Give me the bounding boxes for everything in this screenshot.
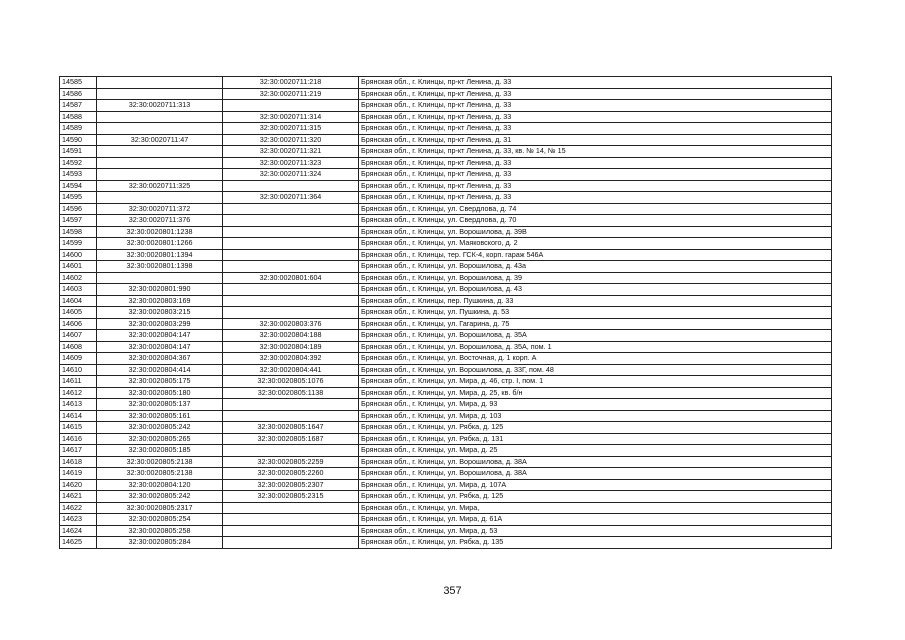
address-cell: Брянская обл., г. Клинцы, ул. Ворошилова, д. 39 xyxy=(359,272,832,284)
address-cell: Брянская обл., г. Клинцы, ул. Ворошилова, д. 33Г, пом. 48 xyxy=(359,364,832,376)
table-row xyxy=(60,387,832,399)
address-cell: Брянская обл., г. Клинцы, ул. Мира, д. 61А xyxy=(359,514,832,526)
address-cell: Брянская обл., г. Клинцы, ул. Ворошилова, д. 43 xyxy=(359,284,832,296)
cadastral-number-secondary-cell: 32:30:0020805:1076 xyxy=(223,376,359,388)
cadastral-number-secondary-cell: 32:30:0020805:2259 xyxy=(223,456,359,468)
address-cell: Брянская обл., г. Клинцы, ул. Свердлова, д. 74 xyxy=(359,203,832,215)
row-number-cell: 14619 xyxy=(60,468,97,480)
table-row xyxy=(60,77,832,89)
cadastral-number-secondary-cell xyxy=(223,399,359,411)
cadastral-number-cell xyxy=(97,111,223,123)
cadastral-number-secondary-cell: 32:30:0020804:188 xyxy=(223,330,359,342)
cadastral-number-cell: 32:30:0020805:242 xyxy=(97,422,223,434)
row-number-cell: 14602 xyxy=(60,272,97,284)
row-number-cell: 14592 xyxy=(60,157,97,169)
table-row xyxy=(60,100,832,112)
cadastral-number-cell: 32:30:0020711:313 xyxy=(97,100,223,112)
cadastral-number-cell: 32:30:0020803:169 xyxy=(97,295,223,307)
cadastral-number-cell: 32:30:0020803:299 xyxy=(97,318,223,330)
address-cell: Брянская обл., г. Клинцы, ул. Мира, д. 53 xyxy=(359,525,832,537)
cadastral-number-secondary-cell xyxy=(223,525,359,537)
row-number-cell: 14621 xyxy=(60,491,97,503)
table-row xyxy=(60,364,832,376)
row-number-cell: 14585 xyxy=(60,77,97,89)
row-number-cell: 14597 xyxy=(60,215,97,227)
table-body xyxy=(60,77,832,549)
address-cell: Брянская обл., г. Клинцы, ул. Ворошилова, д. 39В xyxy=(359,226,832,238)
cadastral-number-cell: 32:30:0020805:185 xyxy=(97,445,223,457)
address-cell: Брянская обл., г. Клинцы, пр-кт Ленина, д. 33 xyxy=(359,180,832,192)
row-number-cell: 14608 xyxy=(60,341,97,353)
row-number-cell: 14610 xyxy=(60,364,97,376)
row-number-cell: 14607 xyxy=(60,330,97,342)
address-cell: Брянская обл., г. Клинцы, пер. Пушкина, д. 33 xyxy=(359,295,832,307)
cadastral-number-cell: 32:30:0020711:325 xyxy=(97,180,223,192)
row-number-cell: 14611 xyxy=(60,376,97,388)
address-cell: Брянская обл., г. Клинцы, ул. Гагарина, д. 75 xyxy=(359,318,832,330)
table-row xyxy=(60,215,832,227)
cadastral-number-cell: 32:30:0020804:367 xyxy=(97,353,223,365)
row-number-cell: 14615 xyxy=(60,422,97,434)
cadastral-number-secondary-cell xyxy=(223,261,359,273)
table-row xyxy=(60,295,832,307)
address-cell: Брянская обл., г. Клинцы, пр-кт Ленина, д. 31 xyxy=(359,134,832,146)
cadastral-number-secondary-cell: 32:30:0020803:376 xyxy=(223,318,359,330)
cadastral-number-cell: 32:30:0020805:2138 xyxy=(97,468,223,480)
address-cell: Брянская обл., г. Клинцы, ул. Мира, xyxy=(359,502,832,514)
cadastral-number-secondary-cell xyxy=(223,215,359,227)
cadastral-number-cell xyxy=(97,157,223,169)
address-cell: Брянская обл., г. Клинцы, пр-кт Ленина, д. 33 xyxy=(359,77,832,89)
table-row xyxy=(60,537,832,549)
cadastral-number-cell: 32:30:0020805:254 xyxy=(97,514,223,526)
address-cell: Брянская обл., г. Клинцы, ул. Ворошилова, д. 35А xyxy=(359,330,832,342)
row-number-cell: 14594 xyxy=(60,180,97,192)
address-cell: Брянская обл., г. Клинцы, пр-кт Ленина, д. 33 xyxy=(359,88,832,100)
cadastral-number-secondary-cell: 32:30:0020805:1647 xyxy=(223,422,359,434)
table-row xyxy=(60,249,832,261)
cadastral-number-secondary-cell xyxy=(223,100,359,112)
address-cell: Брянская обл., г. Клинцы, тер. ГСК-4, корп. гараж 546А xyxy=(359,249,832,261)
address-cell: Брянская обл., г. Клинцы, ул. Ворошилова, д. 38А xyxy=(359,456,832,468)
cadastral-number-secondary-cell: 32:30:0020711:364 xyxy=(223,192,359,204)
row-number-cell: 14595 xyxy=(60,192,97,204)
row-number-cell: 14601 xyxy=(60,261,97,273)
cadastral-number-secondary-cell xyxy=(223,445,359,457)
table-row xyxy=(60,341,832,353)
row-number-cell: 14586 xyxy=(60,88,97,100)
row-number-cell: 14604 xyxy=(60,295,97,307)
table-row xyxy=(60,203,832,215)
row-number-cell: 14620 xyxy=(60,479,97,491)
cadastral-number-cell: 32:30:0020801:1394 xyxy=(97,249,223,261)
row-number-cell: 14587 xyxy=(60,100,97,112)
cadastral-number-secondary-cell xyxy=(223,307,359,319)
table-row xyxy=(60,456,832,468)
cadastral-number-cell: 32:30:0020805:284 xyxy=(97,537,223,549)
cadastral-number-secondary-cell: 32:30:0020801:604 xyxy=(223,272,359,284)
cadastral-number-cell: 32:30:0020805:265 xyxy=(97,433,223,445)
cadastral-number-secondary-cell: 32:30:0020805:1687 xyxy=(223,433,359,445)
table-row xyxy=(60,491,832,503)
cadastral-number-cell: 32:30:0020801:1238 xyxy=(97,226,223,238)
table-row xyxy=(60,261,832,273)
row-number-cell: 14613 xyxy=(60,399,97,411)
row-number-cell: 14599 xyxy=(60,238,97,250)
cadastral-number-secondary-cell: 32:30:0020711:218 xyxy=(223,77,359,89)
cadastral-number-cell: 32:30:0020711:372 xyxy=(97,203,223,215)
cadastral-number-cell xyxy=(97,192,223,204)
cadastral-number-secondary-cell: 32:30:0020805:1138 xyxy=(223,387,359,399)
cadastral-number-cell xyxy=(97,77,223,89)
cadastral-number-cell xyxy=(97,88,223,100)
table-row xyxy=(60,238,832,250)
row-number-cell: 14614 xyxy=(60,410,97,422)
row-number-cell: 14588 xyxy=(60,111,97,123)
row-number-cell: 14623 xyxy=(60,514,97,526)
address-cell: Брянская обл., г. Клинцы, пр-кт Ленина, д. 33 xyxy=(359,100,832,112)
cadastral-number-cell: 32:30:0020804:414 xyxy=(97,364,223,376)
cadastral-number-secondary-cell xyxy=(223,203,359,215)
table-row xyxy=(60,410,832,422)
cadastral-number-secondary-cell: 32:30:0020711:315 xyxy=(223,123,359,135)
table-row xyxy=(60,123,832,135)
table-row xyxy=(60,318,832,330)
address-cell: Брянская обл., г. Клинцы, ул. Мира, д. 46, стр. I, пом. 1 xyxy=(359,376,832,388)
row-number-cell: 14603 xyxy=(60,284,97,296)
cadastral-number-secondary-cell: 32:30:0020711:323 xyxy=(223,157,359,169)
page-number: 357 xyxy=(443,585,462,597)
cadastral-number-cell: 32:30:0020805:2138 xyxy=(97,456,223,468)
cadastral-number-cell: 32:30:0020711:47 xyxy=(97,134,223,146)
cadastral-number-secondary-cell: 32:30:0020805:2307 xyxy=(223,479,359,491)
address-cell: Брянская обл., г. Клинцы, ул. Рябка, д. 131 xyxy=(359,433,832,445)
cadastral-number-secondary-cell xyxy=(223,238,359,250)
cadastral-number-cell: 32:30:0020805:180 xyxy=(97,387,223,399)
address-cell: Брянская обл., г. Клинцы, пр-кт Ленина, д. 33, кв. № 14, № 15 xyxy=(359,146,832,158)
cadastral-number-secondary-cell: 32:30:0020804:441 xyxy=(223,364,359,376)
row-number-cell: 14590 xyxy=(60,134,97,146)
cadastral-number-secondary-cell xyxy=(223,537,359,549)
address-cell: Брянская обл., г. Клинцы, ул. Мира, д. 107А xyxy=(359,479,832,491)
cadastral-number-cell xyxy=(97,146,223,158)
cadastral-number-secondary-cell xyxy=(223,226,359,238)
row-number-cell: 14617 xyxy=(60,445,97,457)
cadastral-number-cell xyxy=(97,169,223,181)
table-row xyxy=(60,422,832,434)
address-cell: Брянская обл., г. Клинцы, ул. Ворошилова, д. 38А xyxy=(359,468,832,480)
table-row xyxy=(60,284,832,296)
row-number-cell: 14612 xyxy=(60,387,97,399)
table-row xyxy=(60,468,832,480)
cadastral-number-secondary-cell xyxy=(223,284,359,296)
row-number-cell: 14598 xyxy=(60,226,97,238)
table-row xyxy=(60,157,832,169)
table-row xyxy=(60,169,832,181)
address-cell: Брянская обл., г. Клинцы, ул. Мира, д. 25 xyxy=(359,445,832,457)
table-row xyxy=(60,180,832,192)
cadastral-number-cell: 32:30:0020804:147 xyxy=(97,341,223,353)
address-cell: Брянская обл., г. Клинцы, ул. Рябка, д. 135 xyxy=(359,537,832,549)
address-cell: Брянская обл., г. Клинцы, ул. Ворошилова, д. 43а xyxy=(359,261,832,273)
address-cell: Брянская обл., г. Клинцы, ул. Мира, д. 93 xyxy=(359,399,832,411)
cadastral-number-secondary-cell: 32:30:0020711:320 xyxy=(223,134,359,146)
row-number-cell: 14616 xyxy=(60,433,97,445)
row-number-cell: 14606 xyxy=(60,318,97,330)
cadastral-number-secondary-cell: 32:30:0020711:219 xyxy=(223,88,359,100)
cadastral-number-secondary-cell xyxy=(223,502,359,514)
table-row xyxy=(60,433,832,445)
cadastral-number-cell: 32:30:0020801:1266 xyxy=(97,238,223,250)
cadastral-number-secondary-cell xyxy=(223,295,359,307)
address-cell: Брянская обл., г. Клинцы, ул. Свердлова, д. 70 xyxy=(359,215,832,227)
cadastral-number-cell: 32:30:0020803:215 xyxy=(97,307,223,319)
row-number-cell: 14609 xyxy=(60,353,97,365)
address-cell: Брянская обл., г. Клинцы, ул. Мира, д. 25, кв. б/н xyxy=(359,387,832,399)
cadastral-number-secondary-cell: 32:30:0020711:321 xyxy=(223,146,359,158)
row-number-cell: 14589 xyxy=(60,123,97,135)
address-cell: Брянская обл., г. Клинцы, пр-кт Ленина, д. 33 xyxy=(359,123,832,135)
cadastral-number-cell: 32:30:0020801:990 xyxy=(97,284,223,296)
row-number-cell: 14618 xyxy=(60,456,97,468)
table-row xyxy=(60,88,832,100)
row-number-cell: 14605 xyxy=(60,307,97,319)
table-row xyxy=(60,134,832,146)
cadastral-number-secondary-cell xyxy=(223,249,359,261)
table-row xyxy=(60,376,832,388)
cadastral-number-secondary-cell xyxy=(223,410,359,422)
table-row xyxy=(60,525,832,537)
address-cell: Брянская обл., г. Клинцы, ул. Ворошилова, д. 35А, пом. 1 xyxy=(359,341,832,353)
cadastral-number-cell: 32:30:0020805:258 xyxy=(97,525,223,537)
table-row xyxy=(60,514,832,526)
table-row xyxy=(60,353,832,365)
cadastral-number-secondary-cell: 32:30:0020805:2315 xyxy=(223,491,359,503)
cadastral-number-cell: 32:30:0020801:1398 xyxy=(97,261,223,273)
cadastral-number-cell: 32:30:0020711:376 xyxy=(97,215,223,227)
table-row xyxy=(60,307,832,319)
cadastral-number-cell: 32:30:0020805:137 xyxy=(97,399,223,411)
address-cell: Брянская обл., г. Клинцы, ул. Восточная, д. 1 корп. А xyxy=(359,353,832,365)
cadastral-number-cell xyxy=(97,272,223,284)
table-row xyxy=(60,146,832,158)
table-row xyxy=(60,479,832,491)
cadastral-number-secondary-cell: 32:30:0020711:314 xyxy=(223,111,359,123)
address-cell: Брянская обл., г. Клинцы, ул. Мира, д. 103 xyxy=(359,410,832,422)
cadastral-number-secondary-cell xyxy=(223,514,359,526)
address-cell: Брянская обл., г. Клинцы, пр-кт Ленина, д. 33 xyxy=(359,111,832,123)
cadastral-number-cell: 32:30:0020804:147 xyxy=(97,330,223,342)
cadastral-number-secondary-cell: 32:30:0020805:2260 xyxy=(223,468,359,480)
row-number-cell: 14596 xyxy=(60,203,97,215)
row-number-cell: 14625 xyxy=(60,537,97,549)
row-number-cell: 14593 xyxy=(60,169,97,181)
cadastral-number-secondary-cell: 32:30:0020711:324 xyxy=(223,169,359,181)
table-row xyxy=(60,272,832,284)
cadastral-number-cell: 32:30:0020805:242 xyxy=(97,491,223,503)
cadastral-number-cell: 32:30:0020805:175 xyxy=(97,376,223,388)
address-cell: Брянская обл., г. Клинцы, ул. Маяковского, д. 2 xyxy=(359,238,832,250)
cadastral-number-secondary-cell: 32:30:0020804:392 xyxy=(223,353,359,365)
cadastral-number-cell: 32:30:0020805:2317 xyxy=(97,502,223,514)
cadastral-number-cell: 32:30:0020805:161 xyxy=(97,410,223,422)
row-number-cell: 14591 xyxy=(60,146,97,158)
address-cell: Брянская обл., г. Клинцы, ул. Пушкина, д. 53 xyxy=(359,307,832,319)
row-number-cell: 14600 xyxy=(60,249,97,261)
cadastral-number-secondary-cell: 32:30:0020804:189 xyxy=(223,341,359,353)
address-cell: Брянская обл., г. Клинцы, пр-кт Ленина, д. 33 xyxy=(359,157,832,169)
cadastral-number-secondary-cell xyxy=(223,180,359,192)
address-cell: Брянская обл., г. Клинцы, ул. Рябка, д. 125 xyxy=(359,491,832,503)
document-table xyxy=(59,76,832,549)
table-row xyxy=(60,399,832,411)
address-cell: Брянская обл., г. Клинцы, пр-кт Ленина, д. 33 xyxy=(359,169,832,181)
table-row xyxy=(60,445,832,457)
address-cell: Брянская обл., г. Клинцы, ул. Рябка, д. 125 xyxy=(359,422,832,434)
table-row xyxy=(60,111,832,123)
cadastral-number-cell: 32:30:0020804:120 xyxy=(97,479,223,491)
cadastral-number-cell xyxy=(97,123,223,135)
table-row xyxy=(60,192,832,204)
row-number-cell: 14624 xyxy=(60,525,97,537)
table-row xyxy=(60,502,832,514)
table-row xyxy=(60,330,832,342)
table-row xyxy=(60,226,832,238)
row-number-cell: 14622 xyxy=(60,502,97,514)
address-cell: Брянская обл., г. Клинцы, пр-кт Ленина, д. 33 xyxy=(359,192,832,204)
